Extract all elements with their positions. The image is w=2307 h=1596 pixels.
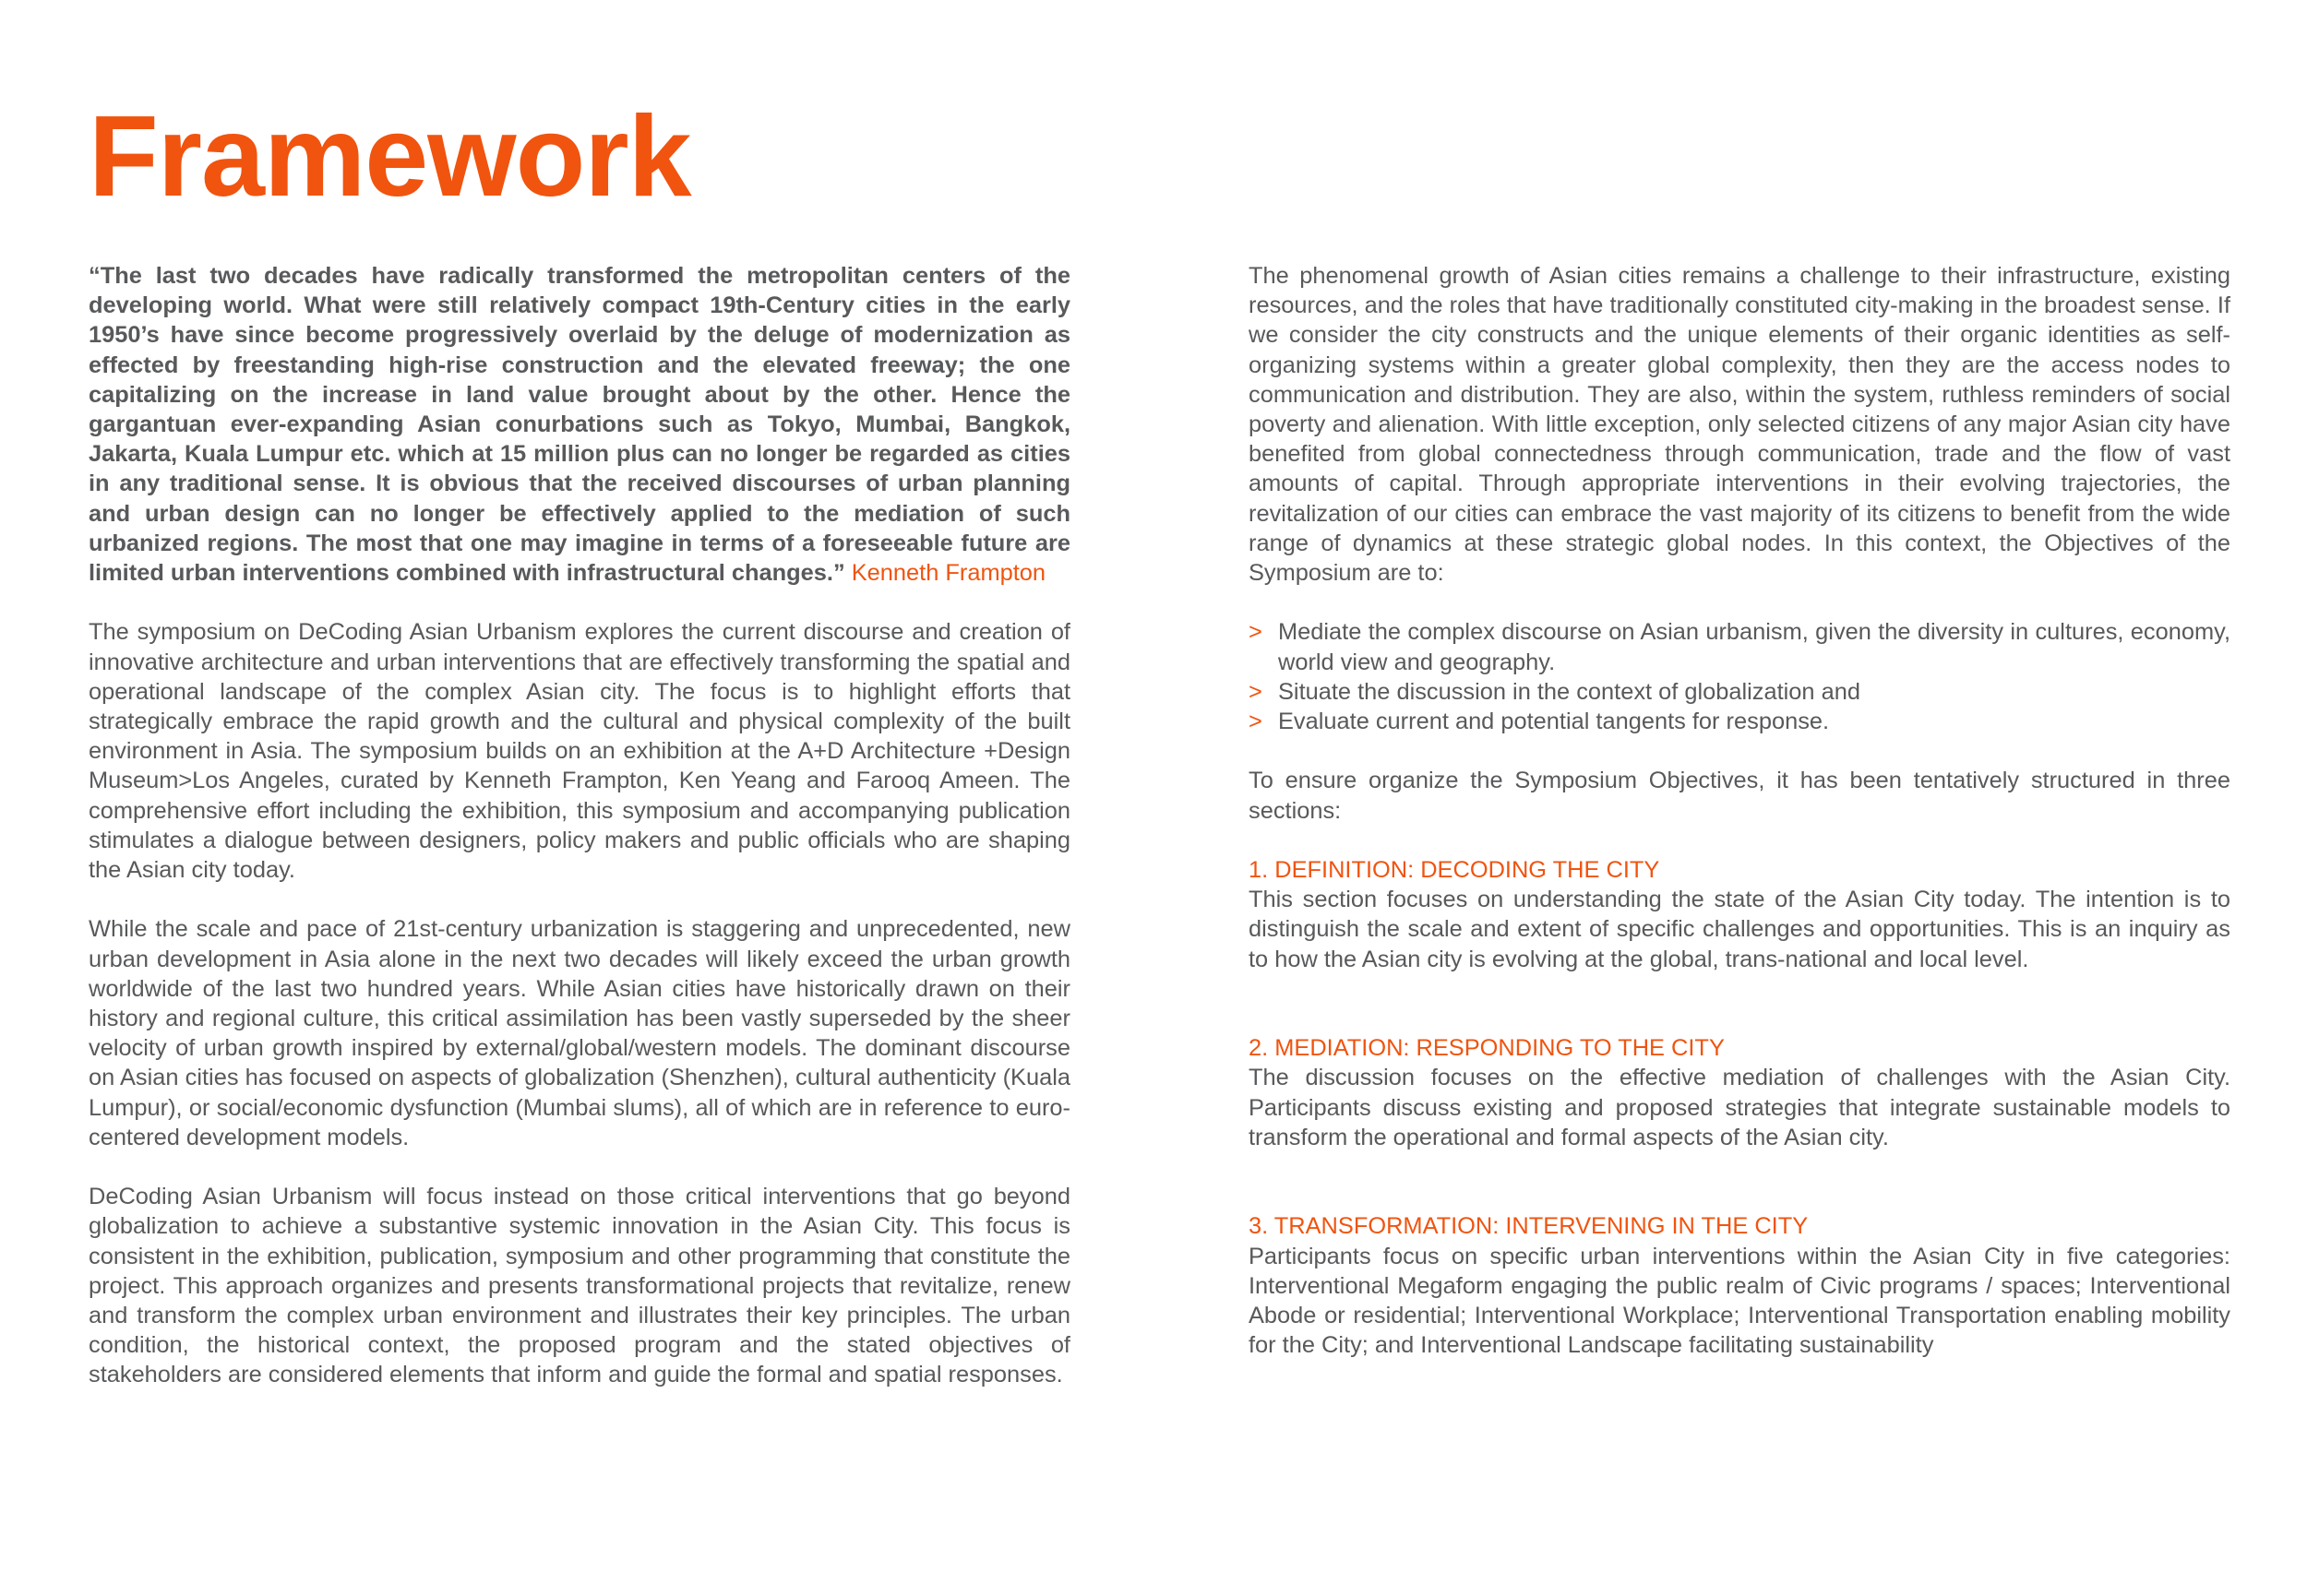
section-definition <box>1249 855 2230 974</box>
symposium-paragraph: The symposium on DeCoding Asian Urbanism explores the current discourse and creation of innovative architecture and urban interventions that are effectively transforming the spatial and operational landscape of the complex Asian city. The focus is to highlight efforts that strategically embrace the rapid growth and the cultural and physical complexity of the built environment in Asia. The symposium builds on an exhibition at the A+D Architecture +Design Museum>Los Angeles, curated by Kenneth Frampton, Ken Yeang and Farooq Ameen. The comprehensive effort including the exhibition, this symposium and accompanying publication stimulates a dialogue between designers, policy makers and public officials who are shaping the Asian city today. <box>89 619 1070 884</box>
growth-intro-paragraph: The phenomenal growth of Asian cities remains a challenge to their infrastructure, existing resources, and the roles that have traditionally constituted city-making in the broadest sense. If we consider the city constructs and the unique elements of their organic identities as self-organizing systems within a greater global complexity, then they are the access nodes to communication and distribution. They are also, within the system, ruthless reminders of social poverty and alienation. With little exception, only selected citizens of any major Asian city have benefited from global connectedness through communication, trade and the flow of vast amounts of capital. Through appropriate interventions in their evolving trajectories, the revitalization of our cities can embrace the vast majority of its citizens to benefit from the wide range of dynamics at these strategic global nodes. In this context, the Objectives of the Symposium are to: <box>1249 263 2230 587</box>
objective-item <box>1249 707 2230 736</box>
chevron-right-icon: > <box>1249 709 1262 735</box>
objective-text: Evaluate current and potential tangents for response. <box>1278 709 1830 735</box>
frampton-quote: “The last two decades have radically transformed the metropolitan centers of the developing world. What were still relatively compact 19th-Century cities in the early 1950’s have since become progressively overlaid by the deluge of modernization as effected by freestanding high-rise construction and the elevated freeway; the one capitalizing on the increase in land value brought about by the other. Hence the gargantuan ever-expanding Asian conurbations such as Tokyo, Mumbai, Bangkok, Jakarta, Kuala Lumpur etc. which at 15 million plus can no longer be regarded as cities in any traditional sense. It is obvious that the received discourses of urban planning and urban design can no longer be effectively applied to the mediation of such urbanized regions. The most that one may imagine in terms of a foreseeable future are limited urban interventions combined with infrastructural changes.” <box>89 263 1070 587</box>
section-body: Participants focus on specific urban interventions within the Asian City in five categories: Interventional Megaform engaging the public realm of Civic programs / spaces; Interventional Abode or residential; Interventional Workplace; Interventional Transportation enabling mobility for the City; and Interventional Landscape facilitating sustainability <box>1249 1243 2230 1359</box>
objective-text: Situate the discussion in the context of globalization and <box>1278 678 1860 705</box>
objectives-list <box>1249 617 2230 736</box>
urbanization-paragraph: While the scale and pace of 21st-century urbanization is staggering and unprecedented, new urban development in Asia alone in the next two decades will likely exceed the urban growth worldwide of the last two hundred years. While Asian cities have historically drawn on their history and regional culture, this critical assimilation has been vastly superseded by the sheer velocity of urban growth inspired by external/global/western models. The dominant discourse on Asian cities has focused on aspects of globalization (Shenzhen), cultural authenticity (Kuala Lumpur), or social/economic dysfunction (Mumbai slums), all of which are in reference to euro-centered development models. <box>89 916 1070 1150</box>
objective-text: Mediate the complex discourse on Asian urbanism, given the diversity in cultures, economy, world view and geography. <box>1278 619 2230 675</box>
chevron-right-icon: > <box>1249 678 1262 705</box>
objective-item <box>1249 617 2230 676</box>
chevron-right-icon: > <box>1249 619 1262 646</box>
frampton-quote-paragraph <box>89 261 1070 588</box>
right-column <box>1249 261 2230 1420</box>
section-transformation <box>1249 1211 2230 1360</box>
section-heading: 2. MEDIATION: RESPONDING TO THE CITY <box>1249 1035 1725 1062</box>
section-heading: 3. TRANSFORMATION: INTERVENING IN THE CITY <box>1249 1213 1809 1240</box>
section-body: The discussion focuses on the effective mediation of challenges with the Asian City. Participants discuss existing and proposed strategies that integrate sustainable models to transform the operational and formal aspects of the Asian city. <box>1249 1065 2230 1150</box>
quote-author: Kenneth Frampton <box>851 560 1046 587</box>
decoding-focus-paragraph: DeCoding Asian Urbanism will focus instead on those critical interventions that go beyond globalization to achieve a substantive systemic innovation in the Asian City. This focus is consistent in the exhibition, publication, symposium and other programming that constitute the project. This approach organizes and presents transformational projects that revitalize, renew and transform the complex urban environment and illustrates their key principles. The urban condition, the historical context, the proposed program and the stated objectives of stakeholders are considered elements that inform and guide the formal and spatial responses. <box>89 1184 1070 1388</box>
objective-item <box>1249 677 2230 707</box>
section-body: This section focuses on understanding the state of the Asian City today. The intention is to distinguish the scale and extent of specific challenges and opportunities. This is an inquiry as to how the Asian city is evolving at the global, trans-national and local level. <box>1249 887 2230 972</box>
section-heading: 1. DEFINITION: DECODING THE CITY <box>1249 857 1660 884</box>
left-column <box>89 261 1070 1420</box>
page-title: Framework <box>89 93 691 220</box>
structure-paragraph: To ensure organize the Symposium Objectives, it has been tentatively structured in three sections: <box>1249 768 2230 824</box>
section-mediation <box>1249 1033 2230 1152</box>
